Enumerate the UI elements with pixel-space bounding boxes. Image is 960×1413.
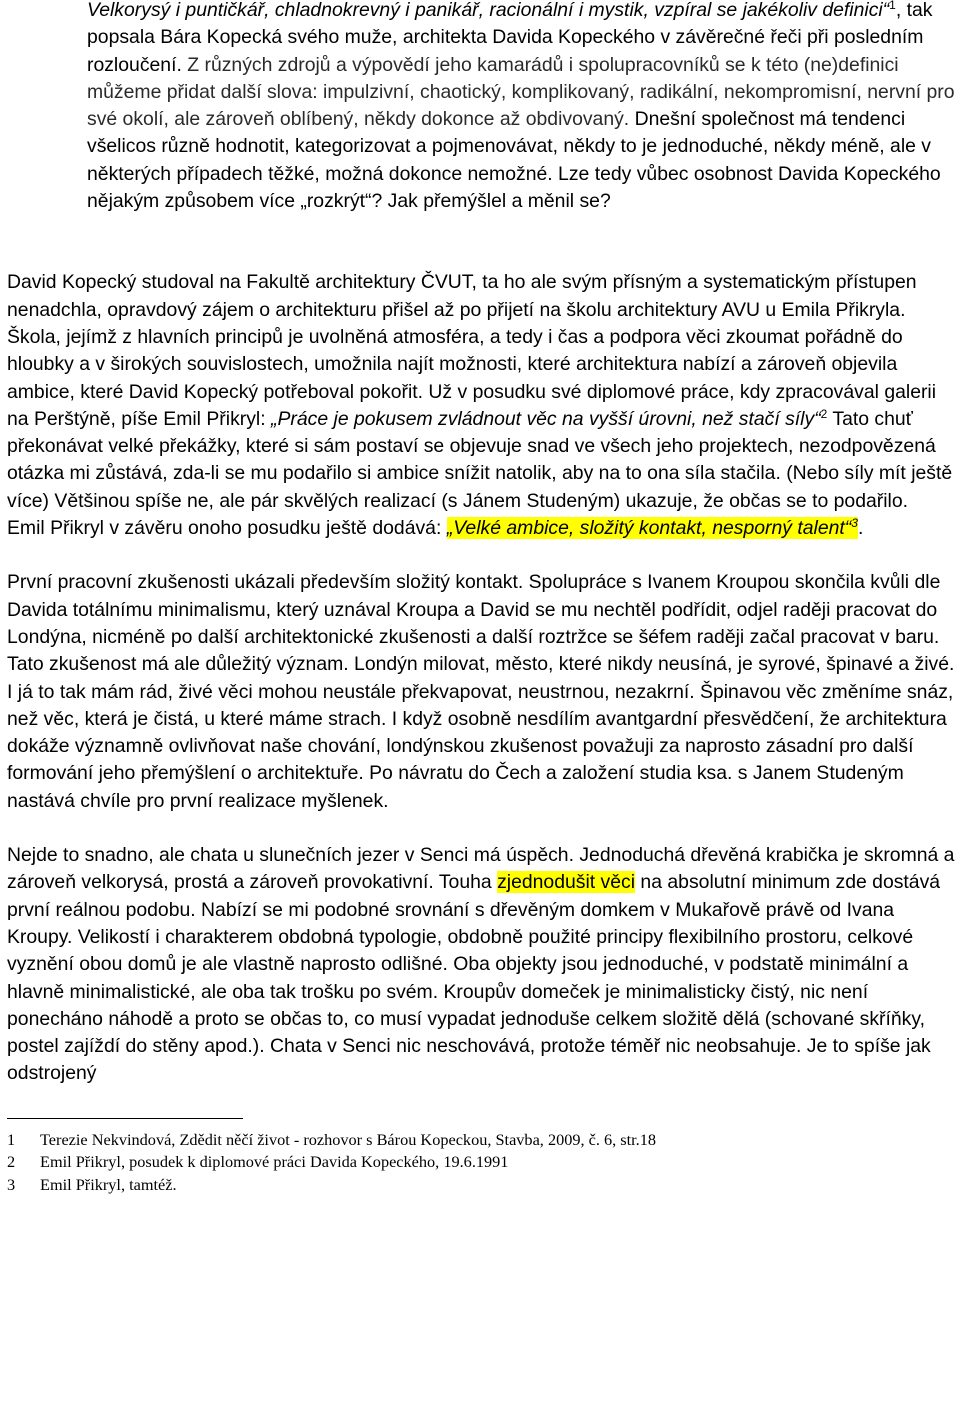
highlighted-quote: „Velké ambice, složitý kontakt, nesporný talent“$^3$ xyxy=(446,516,858,540)
footnote-ref-1[interactable]: 1 xyxy=(889,0,896,12)
intro-paragraph: Velkorysý i puntičkář, chladnokrevný i panikář, racionální i mystik, vzpíral se jakékoliv definici“$^1$, tak popsala Bára Kopecká svého muže, architekta Davida Kopeckého v závěrečné řeči při posledním rozloučení. Z různých zdrojů a výpovědí jeho kamarádů i spolupracovníků se k této (ne)definici můžeme přidat další slova: impulzivní, chaotický, komplikovaný, radikální, nekompromisní, nervní pro své okolí, ale zároveň oblíbený, někdy dokonce až obdivovaný. Dnešní společnost má tendenci všelicos různě hodnotit, kategorizovat a pojmenovávat, někdy to je jednoduché, někdy méně, ale v některých případech těžké, možná dokonce nemožné. Lze tedy vůbec osobnost Davida Kopeckého nějakým způsobem více „rozkrýt“? Jak přemýšlel a měnil se? xyxy=(87,0,955,213)
paragraph-studies: David Kopecký studoval na Fakultě architektury ČVUT, ta ho ale svým přísným a systematickým přístupen nenadchla, opravdový zájem o architekturu přišel až po přijetí na školu architektury AVU u Emila Přikryla. Škola, jejímž z hlavních principů je uvolněná atmosféra, a tedy i čas a podpora věci zkoumat pořádně do hloubky a v širokých souvislostech, umožnila najít možnosti, které architektura nabízí a zároveň objevila ambice, které David Kopecký potřeboval pokořit. Už v posudku své diplomové práce, kdy zpracovával galerii na Perštýně, píše Emil Přikryl: „Práce je pokusem zvládnout věc na vyšší úrovni, než stačí síly“$^2$ Tato chuť překonávat velké překážky, které si sám postaví se objevuje snad ve všech jeho projektech, nezodpovězená otázka mi zůstává, zda-li se mu podařilo si ambice snížit natolik, aby na to ona síla stačila. (Nebo síly mít ještě více) Většinou spíše ne, ale pár skvělých realizací (s Jánem Studeným) ukazuje, že občas se to podařilo. xyxy=(7,271,953,512)
footnotes xyxy=(7,1129,957,1197)
paragraph-london: První pracovní zkušenosti ukázali především složitý kontakt. Spolupráce s Ivanem Kroupou skončila kvůli dle Davida totálnímu minimalismu, který uznával Kroupa a David se mu nechtěl podřídit, odjel raději pracovat do Londýna, nicméně po další architektonické zkušenosti a další roztržce se šéfem raději začal pracovat v baru. Tato zkušenost má ale důležitý význam. Londýn milovat, město, které nikdy neusíná, je syrové, špinavé a živé. I já to tak mám rád, živé věci mohou neustále překvapovat, neustrnou, nezakrní. Špinavou věc změníme snáz, než věc, která je čistá, u které máme strach. I když osobně nesdílím avantgardní přesvědčení, že architektura dokáže významně ovlivňovat naše chování, londýnskou zkušenost považuji za naprosto zásadní pro další formování jeho přemýšlení o architektuře. Po návratu do Čech a založení studia ksa. s Janem Studeným nastává chvíle pro první realizace myšlenek. xyxy=(7,571,955,812)
quote-text: Velkorysý i puntičkář, chladnokrevný i panikář, racionální i mystik, vzpíral se jakékoliv definici“ xyxy=(87,0,890,21)
footnote-ref-3[interactable]: 3 xyxy=(851,516,858,531)
paragraph-senec: Nejde to snadno, ale chata u slunečních jezer v Senci má úspěch. Jednoduchá dřevěná krabička je skromná a zároveň velkorysá, prostá a zároveň provokativní. Touha zjednodušit věci na absolutní minimum zde dostává první reálnou podobu. Nabízí se mi podobné srovnání s dřevěným domkem v Mukařově právě od Ivana Kroupy. Velikostí i charakterem obdobná typologie, obdobně použité principy flexibilního prostoru, celkové vyznění obou domů je ale vlastně naprosto odlišné. Oba objekty jsou jednoduché, v podstatě minimální a hlavně minimalistické, ale oba tak trošku po svém. Kroupův domeček je minimalisticky čistý, nic není ponecháno náhodě a proto se občas to, co musí vypadat jednoduše celkem složitě dělá (schované skříňky, postel zajíždí do stěny apod.). Chata v Senci nic neschovává, protože téměř nic neobsahuje. Je to spíše jak odstrojený xyxy=(7,844,955,1085)
footnote-ref-2[interactable]: 2 xyxy=(820,406,828,421)
document-page xyxy=(7,0,957,1196)
paragraph-assessment: Emil Přikryl v závěru onoho posudku ještě dodává: „Velké ambice, složitý kontakt, nesporný talent“$^3$. xyxy=(7,516,864,540)
footnote-2: 2 Emil Přikryl, posudek k diplomové práci Davida Kopeckého, 19.6.1991 xyxy=(7,1152,509,1172)
footnote-separator xyxy=(7,1118,243,1119)
footnote-1: 1 Terezie Nekvindová, Zdědit něčí život - rozhovor s Bárou Kopeckou, Stavba, 2009, č. 6, str.18 xyxy=(7,1129,657,1149)
highlighted-text: zjednodušit věci xyxy=(497,871,636,894)
footnote-3: 3 Emil Přikryl, tamtéž. xyxy=(7,1174,177,1194)
quote-text: „Práce je pokusem zvládnout věc na vyšší úrovni, než stačí síly“ xyxy=(271,407,821,430)
